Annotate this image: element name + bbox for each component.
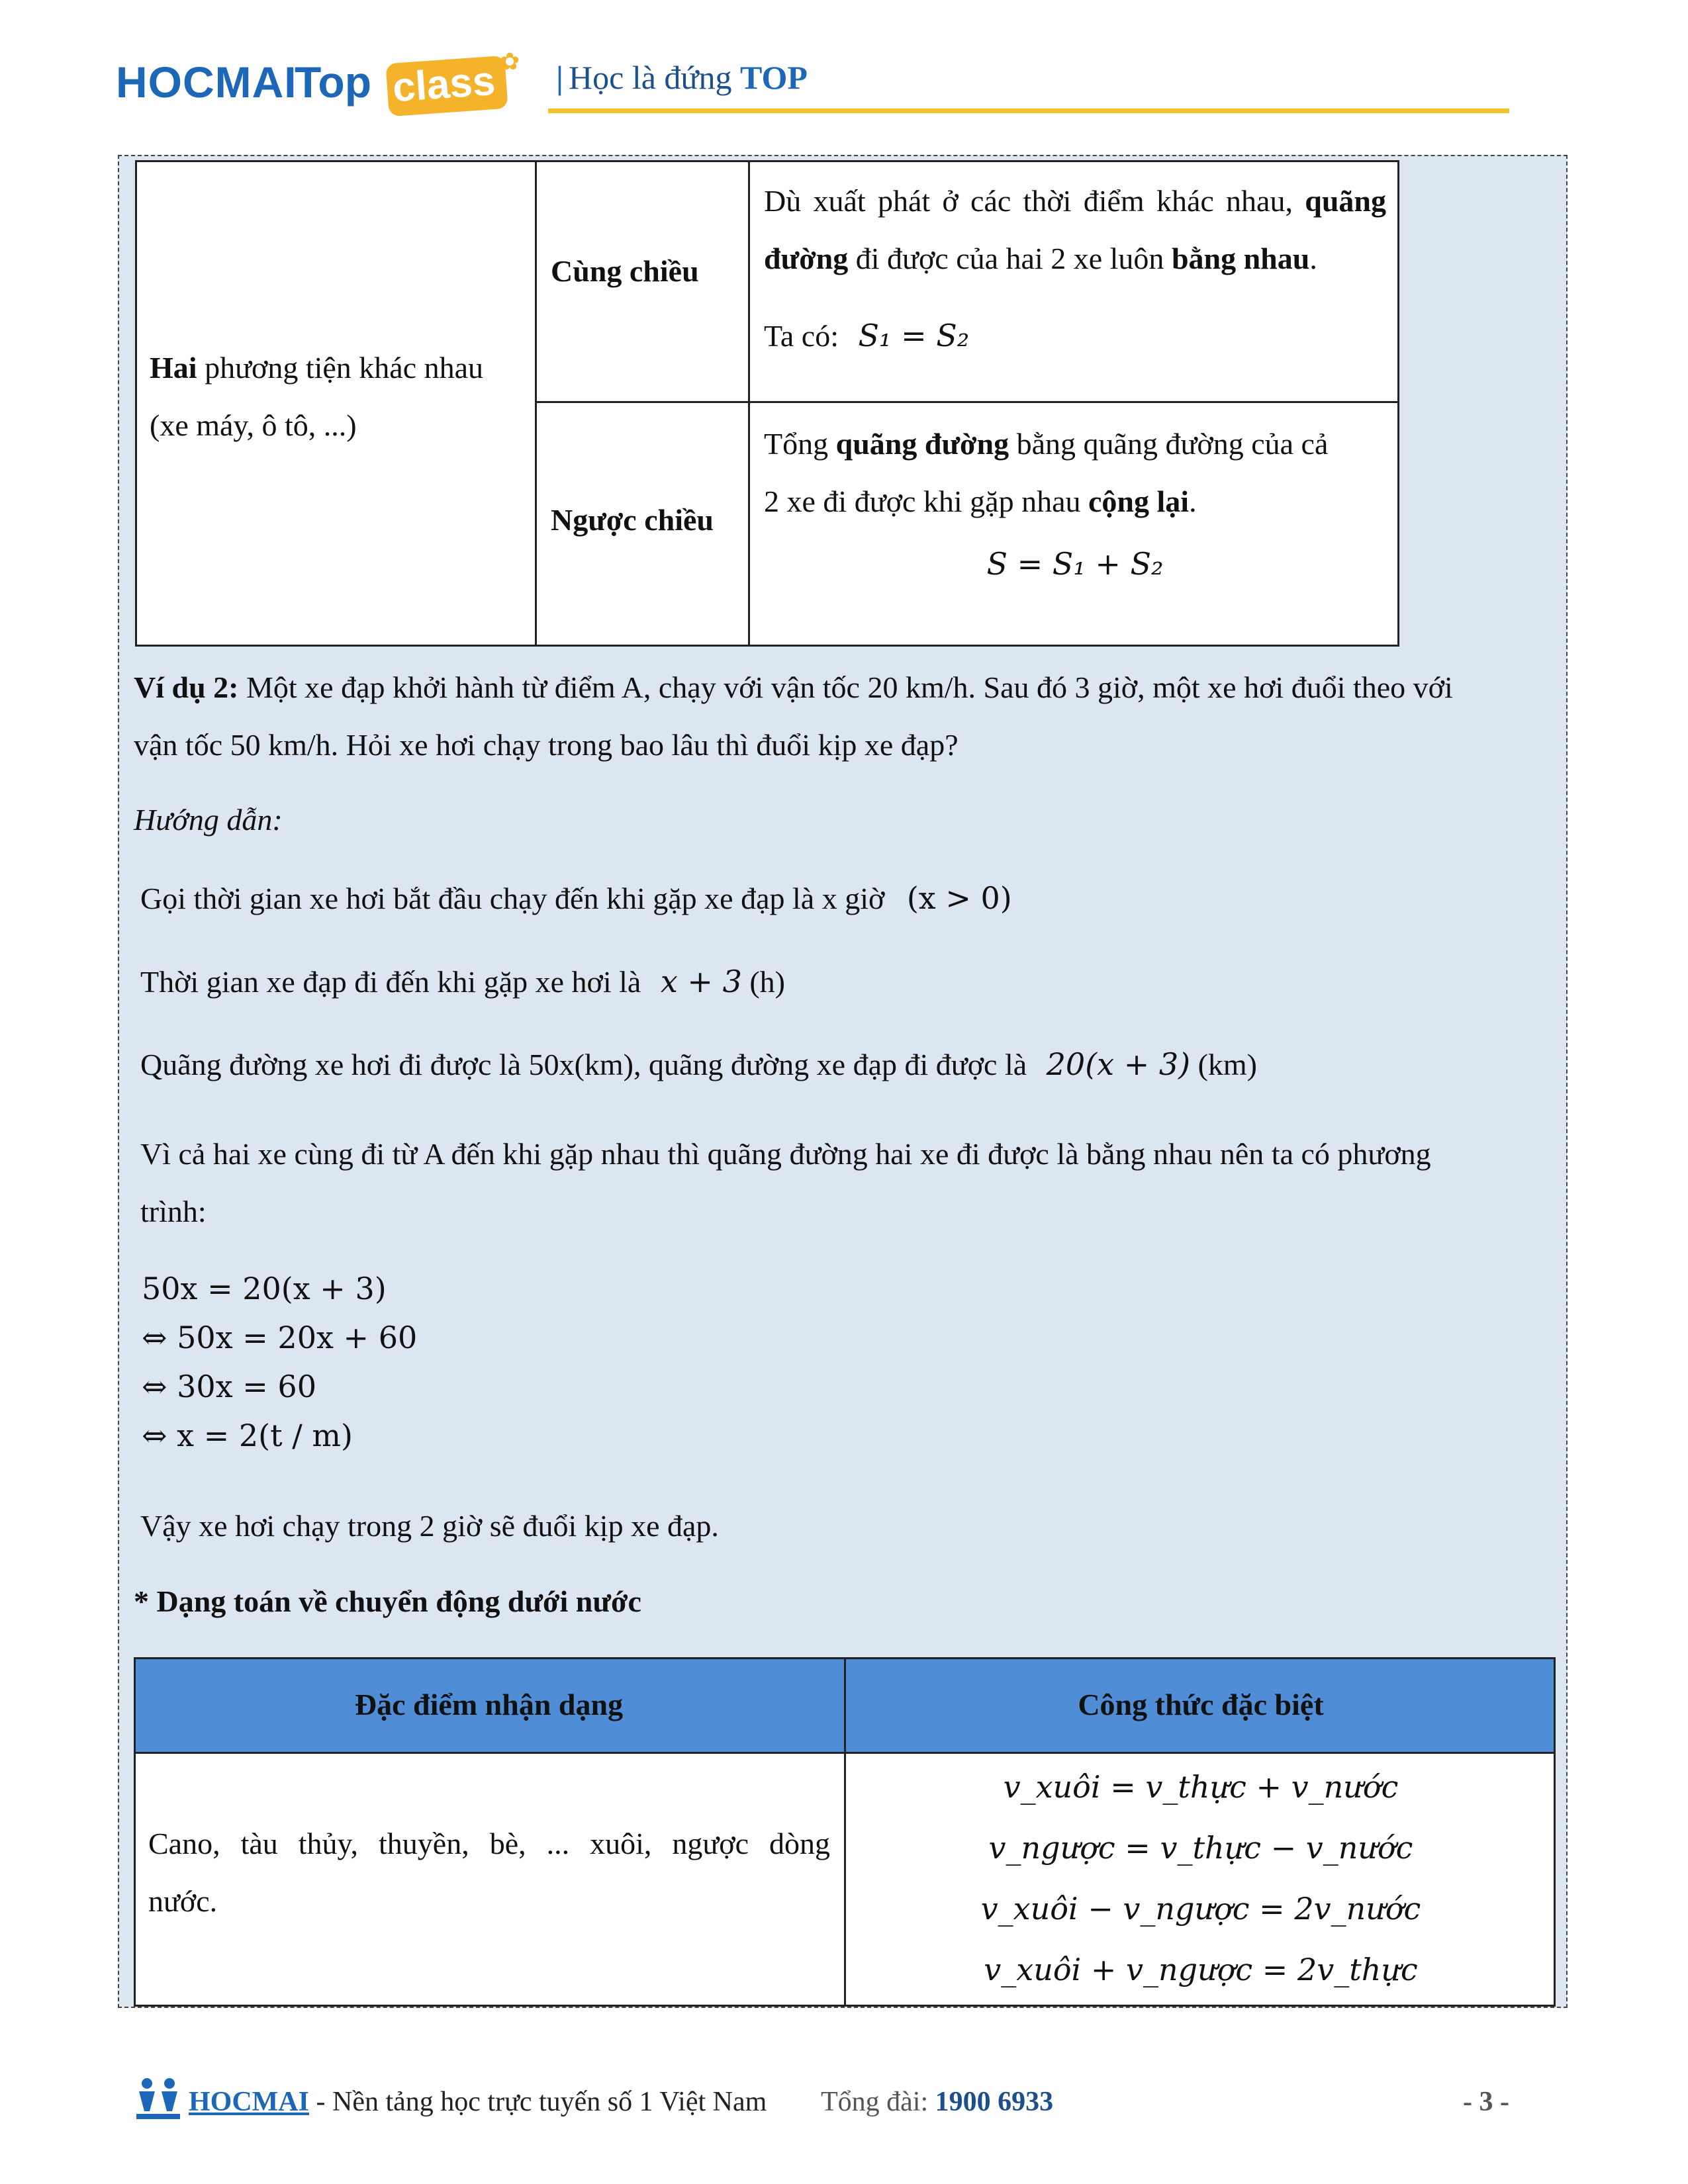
- footer-tagline: [189, 2086, 767, 2118]
- same-direction-desc: [764, 172, 1386, 365]
- formula-1: v_xuôi = v_thực + v_nước: [1003, 1769, 1399, 1805]
- guide-heading: Hướng dẫn:: [134, 803, 283, 837]
- hocmai-topclass-logo: [116, 48, 520, 120]
- table2-formulas: [846, 1756, 1556, 2000]
- example-text-line2: vận tốc 50 km/h. Hỏi xe hơi chạy trong bao lâu thì đuổi kịp xe đạp?: [134, 728, 959, 762]
- line2-math: x + 3: [660, 964, 742, 999]
- hocmai-footer-icon: [132, 2075, 185, 2122]
- equation-3: ⇔ 30x = 60: [142, 1369, 316, 1404]
- line4-text1: Vì cả hai xe cùng đi từ A đến khi gặp nhau thì quãng đường hai xe đi được là bằng nhau nên ta có phương: [140, 1137, 1431, 1171]
- opp-desc-t1: Tổng: [764, 427, 829, 461]
- phone-number: 1900 6933: [935, 2087, 1054, 2117]
- example-text-line1: Một xe đạp khởi hành từ điểm A, chạy với vận tốc 20 km/h. Sau đó 3 giờ, một xe hơi đuổi theo với: [246, 670, 1453, 704]
- opp-desc-t3: 2 xe đi được khi gặp nhau: [764, 484, 1081, 518]
- line3-math: 20(x + 3): [1046, 1046, 1191, 1082]
- slogan-top: TOP: [740, 59, 808, 96]
- footer-phone: [821, 2086, 1053, 2118]
- conclusion: Vậy xe hơi chạy trong 2 giờ sẽ đuổi kịp xe đạp.: [140, 1509, 719, 1543]
- table1-row-label: [150, 339, 527, 454]
- solution-line-1: [140, 870, 1012, 927]
- solution-line-2: [140, 953, 785, 1011]
- opp-desc-t4: .: [1189, 484, 1197, 518]
- same-formula-prefix: Ta có:: [764, 319, 839, 353]
- same-desc-b2: đường: [764, 242, 849, 275]
- header-slogan: | Học là đứng TOP: [556, 59, 808, 96]
- row-label-bold: Hai: [150, 351, 197, 385]
- logo-star-icon: ✿: [500, 48, 520, 75]
- opp-desc-b2: cộng lại: [1088, 484, 1190, 518]
- water-motion-table: [134, 1657, 1556, 2007]
- opp-desc-t2: bằng quãng đường của cả: [1016, 427, 1329, 461]
- same-desc-b3: bằng nhau: [1171, 242, 1310, 275]
- footer-tagline-text: - Nền tảng học trực tuyến số 1 Việt Nam: [316, 2087, 767, 2117]
- desc-line1: Cano, tàu thủy, thuyền, bè, ... xuôi, ngược dòng: [148, 1827, 830, 1860]
- formula-4: v_xuôi + v_ngược = 2v_thực: [984, 1952, 1418, 1987]
- same-desc-t3: .: [1309, 242, 1317, 275]
- opposite-direction-desc: [764, 415, 1386, 593]
- same-desc-t1: Dù xuất phát ở các thời điểm khác nhau,: [764, 184, 1293, 218]
- equation-2: ⇔ 50x = 20x + 60: [142, 1320, 418, 1355]
- header-divider: [548, 109, 1509, 113]
- slogan-prefix: Học là đứng: [569, 59, 732, 96]
- table2-description: [148, 1815, 830, 1930]
- section-title: * Dạng toán về chuyển động dưới nước: [134, 1584, 641, 1618]
- opp-desc-b1: quãng đường: [835, 427, 1009, 461]
- example-2-statement: [134, 659, 1557, 774]
- line1-text: Gọi thời gian xe hơi bắt đầu chạy đến khi gặp xe đạp là x giờ: [140, 882, 885, 915]
- formula-2: v_ngược = v_thực − v_nước: [988, 1830, 1413, 1866]
- vehicle-comparison-table: [135, 160, 1399, 647]
- page-number: - 3 -: [1463, 2087, 1509, 2117]
- same-direction-formula: S₁ = S₂: [858, 318, 970, 353]
- example-label: Ví dụ 2:: [134, 670, 239, 704]
- line1-math: (x > 0): [906, 880, 1012, 916]
- line4-text2: trình:: [140, 1195, 207, 1228]
- equation-block: [142, 1264, 417, 1460]
- logo-top-text: Top: [295, 58, 372, 107]
- table2-header-col1: Đặc điểm nhận dạng: [354, 1688, 624, 1721]
- footer-brand-link[interactable]: HOCMAI: [189, 2087, 309, 2117]
- row-label-line1: phương tiện khác nhau: [205, 351, 484, 385]
- solution-line-4: [140, 1125, 1557, 1240]
- desc-line2: nước.: [148, 1884, 218, 1918]
- solution-line-3: [140, 1036, 1257, 1093]
- same-direction-label: Cùng chiều: [551, 254, 699, 288]
- table2-header-col2: Công thức đặc biệt: [1078, 1688, 1324, 1721]
- line3-unit: (km): [1197, 1048, 1257, 1081]
- opposite-direction-label: Ngược chiều: [551, 503, 714, 537]
- line2-text: Thời gian xe đạp đi đến khi gặp xe hơi là: [140, 965, 641, 999]
- same-desc-b1: quãng: [1305, 184, 1387, 218]
- logo-hocmai-text: HOCMAI: [116, 58, 297, 107]
- phone-label: Tổng đài:: [821, 2087, 929, 2117]
- line2-unit: (h): [749, 965, 785, 999]
- formula-3: v_xuôi − v_ngược = 2v_nước: [980, 1891, 1421, 1927]
- logo-class-text: class: [391, 58, 497, 111]
- same-desc-t2: đi được của hai 2 xe luôn: [855, 242, 1164, 275]
- opposite-direction-formula: S = S₁ + S₂: [986, 546, 1164, 582]
- row-label-line2: (xe máy, ô tô, ...): [150, 408, 357, 442]
- line3-text: Quãng đường xe hơi đi được là 50x(km), quãng đường xe đạp đi được là: [140, 1048, 1027, 1081]
- equation-4: ⇔ x = 2(t / m): [142, 1418, 353, 1453]
- equation-1: 50x = 20(x + 3): [142, 1271, 387, 1306]
